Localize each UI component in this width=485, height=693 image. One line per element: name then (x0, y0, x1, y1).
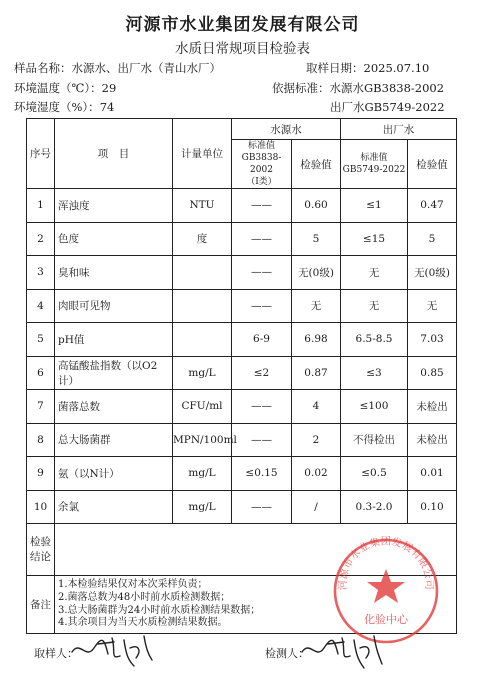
row-unit: CFU/ml (173, 390, 232, 424)
row-no: 4 (27, 289, 55, 323)
row-item: 氨（以N计） (55, 457, 173, 491)
row-item: 菌落总数 (55, 390, 173, 424)
row-standard-outlet: 0.3-2.0 (341, 490, 408, 524)
row-standard-outlet: 无 (341, 289, 408, 323)
header-no: 序号 (27, 119, 55, 189)
row-standard-source: —— (232, 423, 292, 457)
header-standard-outlet (341, 140, 408, 189)
company-name: 河源市水业集团发展有限公司 (125, 15, 360, 35)
row-no: 2 (27, 222, 55, 256)
row-value-outlet: 无(0级) (408, 256, 457, 290)
header-standard-source-2: GB3838-2002 (241, 153, 282, 175)
row-unit: mg/L (173, 490, 232, 524)
row-unit: MPN/100ml (173, 423, 232, 457)
row-item: 浑浊度 (55, 189, 173, 223)
row-standard-source: ≤2 (232, 356, 292, 390)
temperature-label: 环境温度（℃）： (14, 81, 102, 95)
row-value-outlet: 0.85 (408, 356, 457, 390)
row-standard-outlet: 不得检出 (341, 423, 408, 457)
row-standard-outlet: ≤15 (341, 222, 408, 256)
row-unit (173, 289, 232, 323)
row-standard-source: —— (232, 189, 292, 223)
row-value-outlet: 0.01 (408, 457, 457, 491)
sample-name-value: 水源水、出厂水（青山水厂） (71, 61, 221, 75)
row-value-source: 0.02 (292, 457, 341, 491)
tester-signature (298, 628, 388, 672)
row-no: 8 (27, 423, 55, 457)
row-standard-source: —— (232, 289, 292, 323)
row-item: 臭和味 (55, 256, 173, 290)
tester-label: 检测人： (265, 647, 309, 660)
row-value-source: / (292, 490, 341, 524)
row-value-source: 无 (292, 289, 341, 323)
row-standard-source: —— (232, 490, 292, 524)
sample-date-value: 2025.07.10 (363, 61, 430, 75)
conclusion-label (27, 524, 55, 576)
header-value-source: 检验值 (292, 140, 341, 189)
table-row (27, 256, 457, 290)
sample-date-label: 取样日期： (306, 61, 364, 75)
table-row (27, 222, 457, 256)
row-value-source: 无(0级) (292, 256, 341, 290)
row-no: 6 (27, 356, 55, 390)
row-item: 总大肠菌群 (55, 423, 173, 457)
row-value-source: 4 (292, 390, 341, 424)
row-value-outlet: 0.10 (408, 490, 457, 524)
row-item: 肉眼可见物 (55, 289, 173, 323)
table-row (27, 457, 457, 491)
form-title: 水质日常规项目检验表 (175, 41, 310, 57)
stamp-text: 河源市水业集团发展有限公司 (337, 536, 435, 591)
row-unit (173, 256, 232, 290)
row-unit (173, 323, 232, 357)
table-row (27, 356, 457, 390)
table-row (27, 390, 457, 424)
table-body (27, 189, 457, 524)
note-line: 1.本检验结果仅对本次采样负责； (58, 579, 208, 591)
sample-name-label: 样品名称： (14, 61, 72, 75)
table-row (27, 323, 457, 357)
row-value-outlet: 未检出 (408, 390, 457, 424)
row-no: 5 (27, 323, 55, 357)
basis-outlet-value: 出厂水GB5749-2022 (330, 100, 445, 114)
row-value-outlet: 7.03 (408, 323, 457, 357)
note-line: 3.总大肠菌群为24小时前水质检测结果数据； (58, 604, 261, 616)
row-standard-outlet: ≤3 (341, 356, 408, 390)
temperature-value: 29 (101, 81, 117, 95)
row-item: pH值 (55, 323, 173, 357)
header-source-water: 水源水 (232, 119, 341, 140)
table-row (27, 289, 457, 323)
row-standard-source: 6-9 (232, 323, 292, 357)
row-standard-source: —— (232, 222, 292, 256)
basis-label: 依据标准： (272, 81, 330, 95)
row-value-outlet: 未检出 (408, 423, 457, 457)
row-value-outlet: 5 (408, 222, 457, 256)
basis-value: 水源水GB3838-2002 (329, 81, 445, 95)
stamp-subtext: 化验中心 (364, 613, 408, 626)
row-item: 余氯 (55, 490, 173, 524)
row-item: 色度 (55, 222, 173, 256)
temperature-line (14, 80, 116, 96)
row-standard-outlet: ≤100 (341, 390, 408, 424)
row-value-source: 2 (292, 423, 341, 457)
sample-date-line (306, 60, 429, 76)
row-no: 9 (27, 457, 55, 491)
row-value-source: 0.87 (292, 356, 341, 390)
row-standard-source: ≤0.15 (232, 457, 292, 491)
table-row (27, 423, 457, 457)
row-standard-outlet: 6.5-8.5 (341, 323, 408, 357)
notes-label: 备注 (27, 576, 55, 634)
row-no: 3 (27, 256, 55, 290)
sampler-signature (68, 630, 158, 670)
row-value-source: 0.60 (292, 189, 341, 223)
row-unit: NTU (173, 189, 232, 223)
header-standard-source-1: 标准值 (247, 141, 275, 151)
header-item: 项 目 (55, 119, 173, 189)
row-value-source: 5 (292, 222, 341, 256)
humidity-line (14, 99, 114, 115)
row-value-outlet: 无 (408, 289, 457, 323)
row-standard-outlet: ≤0.5 (341, 457, 408, 491)
row-unit: mg/L (173, 457, 232, 491)
row-standard-outlet: ≤1 (341, 189, 408, 223)
header-standard-outlet-1: 标准值 (360, 153, 388, 163)
row-no: 10 (27, 490, 55, 524)
row-no: 7 (27, 390, 55, 424)
row-item: 高锰酸盐指数（以O2计） (55, 356, 173, 390)
row-value-outlet: 0.47 (408, 189, 457, 223)
header-unit: 计量单位 (173, 119, 232, 189)
humidity-value: 74 (99, 100, 115, 114)
conclusion-label-text: 检验结论 (30, 535, 51, 563)
row-unit: 度 (173, 222, 232, 256)
header-standard-outlet-2: GB5749-2022 (342, 165, 406, 175)
row-standard-source: —— (232, 390, 292, 424)
table-row (27, 189, 457, 223)
header-outlet-water: 出厂水 (341, 119, 457, 140)
row-no: 1 (27, 189, 55, 223)
row-standard-source: —— (232, 256, 292, 290)
row-unit: mg/L (173, 356, 232, 390)
note-line: 4.其余项目为当天水质检测结果数据。 (58, 617, 228, 629)
sampler-label: 取样人： (34, 647, 78, 660)
basis-line (272, 80, 444, 96)
humidity-label: 环境湿度（%）： (14, 100, 100, 114)
sample-name-line (14, 60, 221, 76)
header-value-outlet: 检验值 (408, 140, 457, 189)
row-value-source: 6.98 (292, 323, 341, 357)
note-line: 2.菌落总数为48小时前水质检测数据； (58, 591, 231, 603)
header-standard-source (232, 140, 292, 189)
table-row (27, 490, 457, 524)
row-standard-outlet: 无 (341, 256, 408, 290)
header-standard-source-3: （Ⅰ类） (246, 177, 277, 187)
